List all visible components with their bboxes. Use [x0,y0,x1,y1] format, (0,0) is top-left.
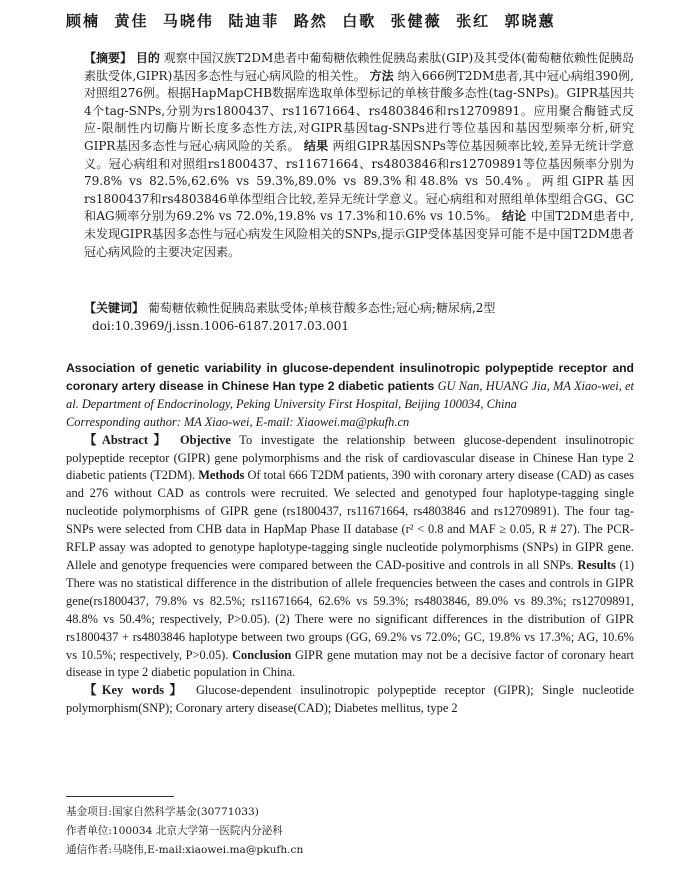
chinese-keywords [84,300,634,335]
cn-objective-text: 观察中国汉族T2DM患者中葡萄糖依赖性促胰岛素肽(GIP)及其受体(葡萄糖依赖性促胰岛素肽受体,GIPR)基因多态性与冠心病风险的相关性。 [84,51,634,83]
cn-keywords-label: 【关键词】 [84,301,145,315]
en-objective-label: Objective [179,432,231,447]
en-results-label: Results [577,557,616,572]
cn-conclusion-text: 中国T2DM患者中,未发现GIPR基因多态性与冠心病发生风险相关的SNPs,提示GIP受体基因变异可能不是中国T2DM患者冠心病风险的主要决定因素。 [84,209,634,259]
cn-methods-text: 纳入666例T2DM患者,其中冠心病组390例,对照组276例。根据HapMapCHB数据库选取单体型标记的单核苷酸多态性(tag-SNPs)。GIPR基因共4个tag-SNPs,分别为rs1800437、rs11671664、rs4803846和rs12709891。应用聚合酶链式反应-限制性内切酶片断长度多态性方法,对GIPR基因tag-SNPs进行等位基因和基因型频率分析,研究GIPR基因多态性与冠心病风险的关系。 [84,68,634,153]
footnotes [66,803,634,860]
en-conclusion-text: GIPR gene mutation may not be a decisive factor of coronary heart disease in type 2 diabetic population in China. [66,647,634,680]
chinese-abstract [84,50,634,261]
english-title: Association of genetic variability in glucose-dependent insulinotropic polypeptide receptor and coronary artery disease in Chinese Han type 2 diabetic patients [66,361,634,393]
doi: doi:10.3969/j.issn.1006-6187.2017.03.001 [92,318,349,333]
unit-note: 作者单位:100034 北京大学第一医院内分泌科 [66,825,283,837]
english-corresponding: Corresponding author: MA Xiao-wei, E-mail: Xiaowei.ma@pkufh.cn [66,414,410,429]
cn-objective-label: 目的 [135,51,160,65]
correspondence-note: 通信作者:马晓伟,E-mail:xiaowei.ma@pkufh.cn [66,844,304,856]
en-results-text: (1) There was no statistical difference in the distribution of allele frequencies between the cases and controls in GIPR gene(rs1800437, 79.8% vs 82.5%; rs11671664, 62.6% vs 59.3%; rs4803846, 89.0% vs 89.3%; rs12709891, 48.8% vs 50.4%; respectively, P>0.05). (2) There were no significant differences in the distribution of GIPR rs1800437 + rs4803846 haplotype between two groups (GG, 69.2% vs 72.0%; GC, 19.8% vs 17.3%; AG, 10.6% vs 10.5%; respectively, P>0.05). [66,557,634,662]
english-affiliation: Department of Endocrinology, Peking University First Hospital, Beijing 100034, China [81,396,517,411]
english-abstract [66,360,634,718]
en-keywords-text: Glucose-dependent insulinotropic polypeptide receptor (GIPR); Single nucleotide polymorphism(SNP); Coronary artery disease(CAD); Diabetes mellitus, type 2 [66,683,634,716]
en-keywords-label: 【Key words】 [84,683,188,698]
cn-results-label: 结果 [303,138,329,153]
cn-methods-label: 方法 [369,68,394,83]
author-list: 顾楠 黄佳 马晓伟 陆迪菲 路然 白歌 张健薇 张红 郭晓蕙 [66,12,556,30]
en-methods-label: Methods [198,468,245,483]
cn-results-text: 两组GIPR基因SNPs等位基因频率比较,差异无统计学意义。冠心病组和对照组rs1800437、rs11671664、rs4803846和rs12709891等位基因频率分别为79.8% vs 82.5%,62.6% vs 59.3%,89.0% vs 89.3%和48.8% vs 50.4%。两组GIPR基因rs1800437和rs4803846单体型组合比较,差异无统计学意义。冠心病组和对照组单体型组合GG、GC和AG频率分别为69.2% vs 72.0%,19.8% vs 17.3%和10.6% vs 10.5%。 [84,138,634,224]
cn-conclusion-label: 结论 [501,209,527,224]
en-abstract-label: 【Abstract】 [84,432,172,447]
en-methods-text: Of total 666 T2DM patients, 390 with coronary artery disease (CAD) as cases and 276 without CAD as controls were recruited. We selected and genotyped four haplotype-tagging single nucleotide polymorphisms of GIPR gene (rs1800437, rs11671664, rs4803846 and rs12709891). The four tag-SNPs were selected from CHB data in HapMap Phase II database (r² < 0.8 and MAF ≥ 0.05, R # 27). The PCR-RFLP assay was adopted to genotype haplotype-tagging single nucleotide polymorphisms (SNPs) in GIPR gene. Allele and genotype frequencies were compared between the CAD-positive and controls in all SNPs. [66,468,634,572]
cn-abstract-label: 【摘要】 [84,51,133,65]
english-authors: GU Nan, HUANG Jia, MA Xiao-wei, et al. [66,378,634,411]
cn-keywords-text: 葡萄糖依赖性促胰岛素肽受体;单核苷酸多态性;冠心病;糖尿病,2型 [147,301,496,315]
en-objective-text: To investigate the relationship between glucose-dependent insulinotropic polypeptide receptor (GIPR) gene polymorphisms and the risk of cardiovascular disease in Chinese Han type 2 diabetic patients (T2DM). [66,432,634,483]
fund-note: 基金项目:国家自然科学基金(30771033) [66,806,259,818]
footnote-rule [66,796,174,797]
en-conclusion-label: Conclusion [232,647,292,662]
